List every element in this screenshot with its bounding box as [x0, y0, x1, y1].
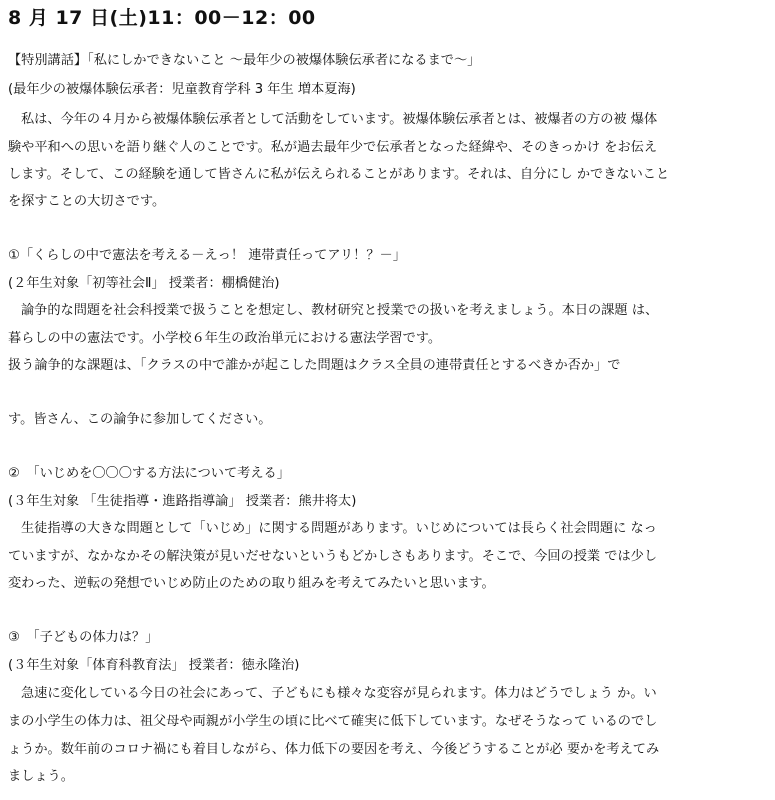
class-1-body-line-1: 論争的な問題を社会科授業で扱うことを想定し、教材研究と授業での扱いを考えましょう。本日の課題 は、 [21, 303, 659, 318]
class-3-body-line-4: ましょう。 [8, 769, 74, 784]
class-1-body-line-2: 暮らしの中の憲法です。小学校６年生の政治単元における憲法学習です。 [8, 331, 442, 346]
special-lecture-body-line-4: を探すことの大切さです。 [8, 194, 166, 209]
special-lecture-body-line-3: します。そして、この経験を通して皆さんに私が伝えられることがあります。それは、自分にし かできないこと [8, 167, 670, 182]
date-heading: 8 月 17 日(土)11：00－12：00 [8, 7, 316, 29]
special-lecture-title: 【特別講話】「私にしかできないこと ～最年少の被爆体験伝承者になるまで～」 [8, 53, 481, 68]
class-3-body-line-2: まの小学生の体力は、祖父母や両親が小学生の頃に比べて確実に低下しています。なぜそうなって いるのでし [8, 714, 658, 729]
class-1-target: (２年生対象「初等社会Ⅱ」 授業者：棚橋健治) [8, 276, 280, 291]
class-2-title: ② 「いじめを〇〇〇する方法について考える」 [8, 466, 290, 481]
class-2-body-line-3: 変わった、逆転の発想でいじめ防止のための取り組みを考えてみたいと思います。 [8, 576, 495, 591]
class-3-body-line-1: 急速に変化している今日の社会にあって、子どもにも様々な変容が見られます。体力はどうでしょう か。い [21, 686, 657, 701]
special-lecture-speaker: (最年少の被爆体験伝承者：児童教育学科 3 年生 増本夏海) [8, 82, 356, 97]
class-2-body-line-1: 生徒指導の大きな問題として「いじめ」に関する問題があります。いじめについては長らく社会問題に なっ [21, 521, 657, 536]
special-lecture-body-line-1: 私は、今年の４月から被爆体験伝承者として活動をしています。被爆体験伝承者とは、被爆者の方の被 爆体 [21, 112, 658, 127]
class-3-target: (３年生対象「体育科教育法」 授業者：徳永隆治) [8, 658, 300, 673]
class-2-target: (３年生対象 「生徒指導・進路指導論」 授業者：熊井将太) [8, 494, 357, 509]
special-lecture-body-line-2: 験や平和への思いを語り継ぐ人のことです。私が過去最年少で伝承者となった経緯や、そのきっかけ をお伝え [8, 140, 658, 155]
class-2-body-line-2: ていますが、なかなかその解決策が見いだせないというもどかしさもあります。そこで、今回の授業 では少し [8, 549, 658, 564]
class-1-body-line-3: 扱う論争的な課題は、「クラスの中で誰かが起こした問題はクラス全員の連帯責任とするべきか否か」で [8, 358, 621, 373]
class-1-title: ①「くらしの中で憲法を考える－えっ！ 連帯責任ってアリ！？－」 [8, 248, 406, 263]
class-3-body-line-3: ょうか。数年前のコロナ禍にも着目しながら、体力低下の要因を考え、今後どうすることが必 要かを考えてみ [8, 742, 660, 757]
class-1-body-line-4: す。皆さん、この論争に参加してください。 [8, 412, 272, 427]
class-3-title: ③ 「子どもの体力は？」 [8, 630, 159, 645]
